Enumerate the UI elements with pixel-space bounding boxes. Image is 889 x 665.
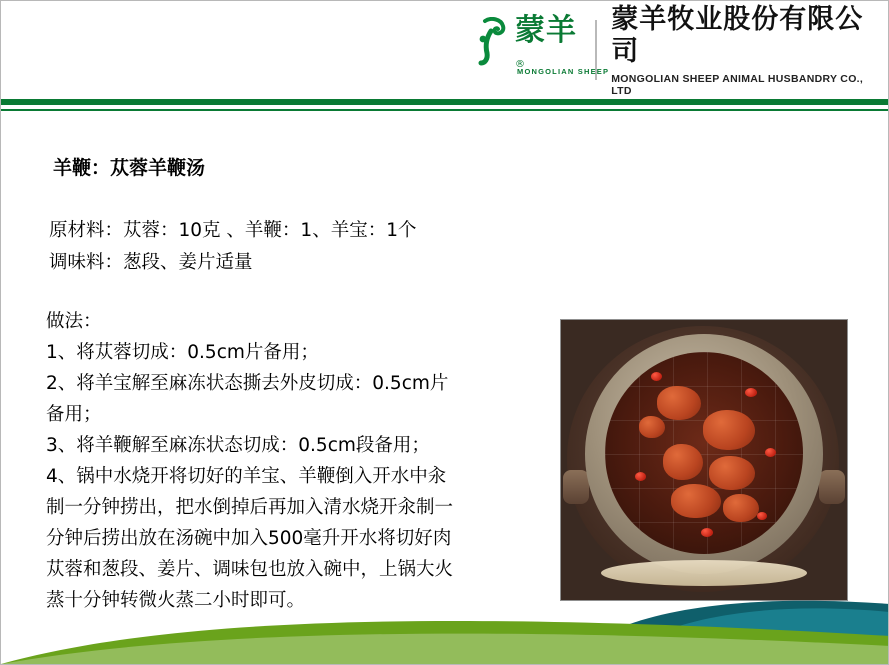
soup-ingredient xyxy=(657,386,701,420)
ingredients-line-1: 原材料：苁蓉：10克 、羊鞭：1、羊宝：1个 xyxy=(49,220,417,241)
logo-english-name: MONGOLIAN SHEEP xyxy=(517,67,610,76)
soup-ingredient xyxy=(663,444,703,480)
goji-berry xyxy=(745,388,757,397)
method-heading: 做法： xyxy=(46,311,102,332)
company-chinese-name: 蒙羊牧业股份有限公司 xyxy=(611,3,864,67)
method-step: 3、将羊鞭解至麻冻状态切成：0.5cm段备用； xyxy=(46,435,430,456)
method-step: 制一分钟捞出，把水倒掉后再加入清水烧开汆制一 xyxy=(46,497,454,518)
header-rule-thin xyxy=(1,109,889,111)
ingredients-block xyxy=(49,215,569,279)
logo-chinese-name: 蒙羊® xyxy=(515,13,577,70)
sheep-logo-icon xyxy=(471,17,513,83)
sheep-glyph-icon xyxy=(471,17,513,69)
method-step: 1、将苁蓉切成：0.5cm片备用； xyxy=(46,342,319,363)
registered-mark: ® xyxy=(515,59,526,70)
soup-ingredient xyxy=(709,456,755,490)
company-english-name: MONGOLIAN SHEEP ANIMAL HUSBANDRY CO., LTD xyxy=(611,72,864,97)
company-name-block xyxy=(611,4,881,97)
method-block xyxy=(46,306,566,616)
goji-berry xyxy=(701,528,713,537)
method-step: 分钟后捞出放在汤碗中加入500毫升开水将切好肉 xyxy=(46,528,452,549)
goji-berry xyxy=(635,472,646,481)
soup-ingredient xyxy=(639,416,665,438)
pot-handle-left xyxy=(563,470,589,504)
dish-photo xyxy=(560,319,848,601)
soup-broth xyxy=(605,352,803,554)
slide-header xyxy=(1,1,889,99)
method-step: 备用； xyxy=(46,404,102,425)
method-step: 苁蓉和葱段、姜片、调味包也放入碗中，上锅大火 xyxy=(46,559,454,580)
page-title: 羊鞭：苁蓉羊鞭汤 xyxy=(53,157,206,179)
soup-ingredient xyxy=(703,410,755,450)
goji-berry xyxy=(651,372,662,381)
header-rule-thick xyxy=(1,99,889,105)
goji-berry xyxy=(765,448,776,457)
soup-ingredient xyxy=(671,484,721,518)
method-step: 蒸十分钟转微火蒸二小时即可。 xyxy=(46,590,306,611)
pot-handle-right xyxy=(819,470,845,504)
slide-footer xyxy=(1,574,889,664)
ingredients-line-2: 调味料：葱段、姜片适量 xyxy=(49,252,253,273)
method-step: 4、锅中水烧开将切好的羊宝、羊鞭倒入开水中汆 xyxy=(46,466,447,487)
soup-ingredient xyxy=(723,494,759,522)
method-step: 2、将羊宝解至麻冻状态撕去外皮切成：0.5cm片 xyxy=(46,373,449,394)
company-logo xyxy=(471,3,881,97)
footer-wave-graphic xyxy=(1,574,889,664)
goji-berry xyxy=(757,512,767,520)
